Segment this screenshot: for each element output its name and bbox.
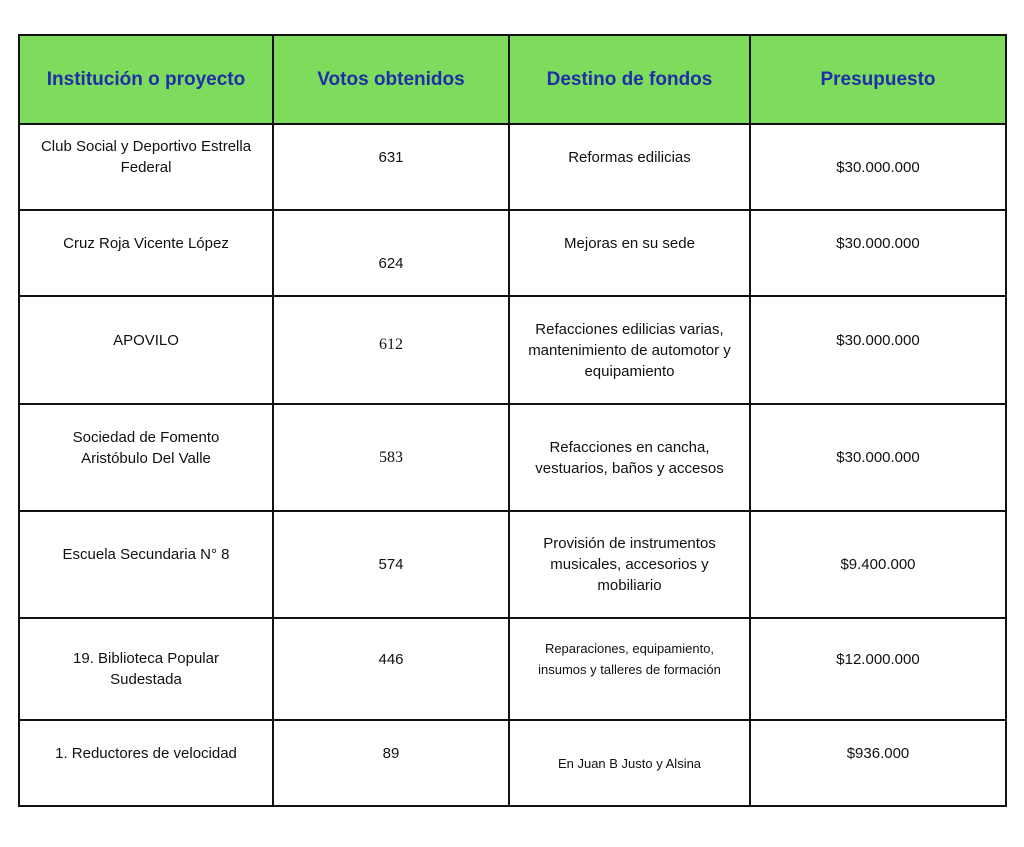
cell-destino: En Juan B Justo y Alsina (509, 720, 750, 806)
header-institucion: Institución o proyecto (19, 35, 273, 124)
cell-institucion: 1. Reductores de velocidad (19, 720, 273, 806)
table-row (19, 210, 1006, 296)
header-votos: Votos obtenidos (273, 35, 509, 124)
header-destino: Destino de fondos (509, 35, 750, 124)
header-row (19, 35, 1006, 124)
cell-institucion: Sociedad de Fomento Aristóbulo Del Valle (19, 404, 273, 511)
cell-votos: 446 (273, 618, 509, 720)
cell-destino: Provisión de instrumentos musicales, accesorios y mobiliario (509, 511, 750, 618)
table-row (19, 404, 1006, 511)
cell-institucion: 19. Biblioteca Popular Sudestada (19, 618, 273, 720)
table-row (19, 296, 1006, 404)
table-row (19, 720, 1006, 806)
cell-votos: 624 (273, 210, 509, 296)
cell-presupuesto: $9.400.000 (750, 511, 1006, 618)
cell-institucion: Club Social y Deportivo Estrella Federal (19, 124, 273, 210)
header-presupuesto: Presupuesto (750, 35, 1006, 124)
cell-votos: 631 (273, 124, 509, 210)
cell-votos: 574 (273, 511, 509, 618)
cell-destino: Mejoras en su sede (509, 210, 750, 296)
cell-presupuesto: $30.000.000 (750, 210, 1006, 296)
results-table (18, 34, 1007, 807)
cell-presupuesto: $30.000.000 (750, 124, 1006, 210)
cell-destino: Refacciones edilicias varias, mantenimiento de automotor y equipamiento (509, 296, 750, 404)
cell-destino: Reparaciones, equipamiento, insumos y talleres de formación (509, 618, 750, 720)
table-row (19, 511, 1006, 618)
cell-presupuesto: $30.000.000 (750, 296, 1006, 404)
cell-destino: Reformas edilicias (509, 124, 750, 210)
cell-votos: 612 (273, 296, 509, 404)
cell-destino: Refacciones en cancha, vestuarios, baños y accesos (509, 404, 750, 511)
cell-votos: 89 (273, 720, 509, 806)
table-row (19, 618, 1006, 720)
cell-presupuesto: $30.000.000 (750, 404, 1006, 511)
cell-institucion: Escuela Secundaria N° 8 (19, 511, 273, 618)
cell-institucion: Cruz Roja Vicente López (19, 210, 273, 296)
cell-presupuesto: $12.000.000 (750, 618, 1006, 720)
table-row (19, 124, 1006, 210)
cell-votos: 583 (273, 404, 509, 511)
cell-presupuesto: $936.000 (750, 720, 1006, 806)
cell-institucion: APOVILO (19, 296, 273, 404)
